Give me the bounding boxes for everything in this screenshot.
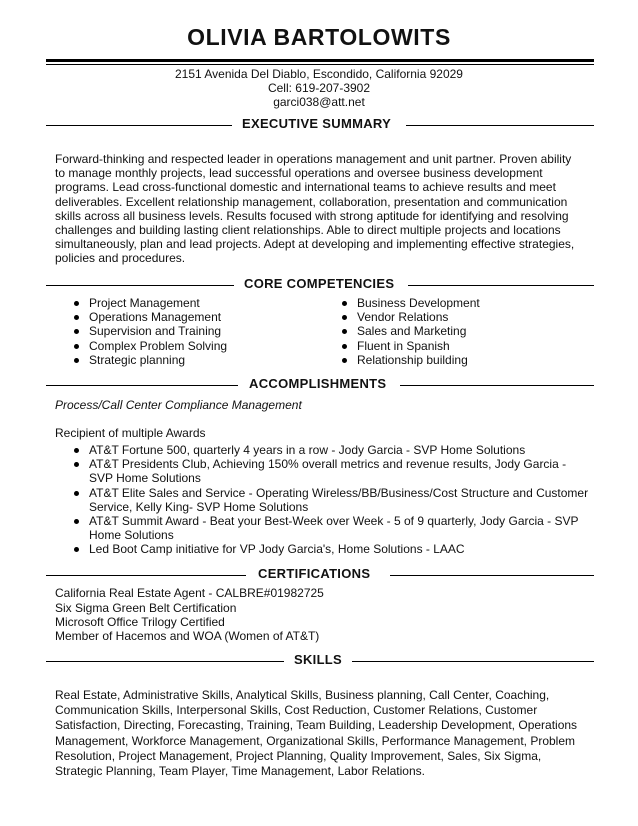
- contact-cell: Cell: 619-207-3902: [267, 81, 371, 95]
- list-item: Vendor Relations: [342, 310, 572, 324]
- heading-rule-left: [46, 285, 234, 286]
- heading-rule-right: [406, 125, 594, 126]
- competencies-right-list: [342, 296, 572, 367]
- accomplishments-heading: [46, 376, 594, 392]
- accomplishments-intro: Recipient of multiple Awards: [55, 426, 206, 440]
- bullet-icon: [74, 315, 79, 320]
- resume-name: OLIVIA BARTOLOWITS: [187, 24, 451, 50]
- bullet-icon: [74, 491, 79, 496]
- heading-rule-left: [46, 661, 284, 662]
- section-title: EXECUTIVE SUMMARY: [242, 116, 392, 131]
- list-item: AT&T Presidents Club, Achieving 150% overall metrics and revenue results, Jody Garcia - SVP Home Solutions: [74, 457, 589, 485]
- skills-paragraph: Real Estate, Administrative Skills, Analytical Skills, Business planning, Call Center, Coaching, Communication Skills, Interpersonal Skills, Cost Reduction, Customer Relations, Customer Satisfaction, Directing, Forecasting, Training, Team Building, Leadership Development, Operations Management, Workforce Management, Organizational Skills, Performance Management, Problem Resolution, Project Management, Project Planning, Quality Improvement, Sales, Six Sigma, Strategic Planning, Team Player, Time Management, Labor Relations.: [55, 688, 578, 779]
- skills-heading: [46, 652, 594, 668]
- summary-paragraph: Forward-thinking and respected leader in operations management and unit partner. Proven ability to manage monthly projects, lead successful operations and oversee business development programs. Lead cross-functional domestic and international teams to achieve results and meet deliverables. Excellent relationship management, collaboration, presentation and communication skills across all business levels. Results focused with strong aptitude for identifying and resolving challenges and building lasting client relationships. Able to direct multiple projects and locations simultaneously, plan and lead projects. Adept at developing and implementing effective strategies, policies and procedures.: [55, 152, 575, 266]
- bullet-icon: [342, 344, 347, 349]
- bullet-icon: [342, 358, 347, 363]
- bullet-icon: [342, 315, 347, 320]
- section-title: SKILLS: [294, 652, 343, 667]
- heading-rule-right: [352, 661, 594, 662]
- bullet-icon: [74, 448, 79, 453]
- heading-rule-left: [46, 575, 246, 576]
- contact-address: 2151 Avenida Del Diablo, Escondido, California 92029: [175, 67, 463, 81]
- section-title: CORE COMPETENCIES: [244, 276, 395, 291]
- heading-rule-right: [400, 385, 594, 386]
- list-item: AT&T Summit Award - Beat your Best-Week over Week - 5 of 9 quarterly, Jody Garcia - SVP Home Solutions: [74, 514, 589, 542]
- accomplishments-list: [74, 443, 589, 557]
- certification-item: Member of Hacemos and WOA (Women of AT&T): [55, 629, 320, 643]
- list-item: Supervision and Training: [74, 324, 304, 338]
- bullet-icon: [74, 462, 79, 467]
- list-item: Sales and Marketing: [342, 324, 572, 338]
- bullet-icon: [74, 358, 79, 363]
- bullet-icon: [74, 329, 79, 334]
- accomplishments-subtitle: Process/Call Center Compliance Management: [55, 398, 302, 412]
- heading-rule-left: [46, 125, 232, 126]
- heading-rule-right: [408, 285, 594, 286]
- list-item: AT&T Fortune 500, quarterly 4 years in a row - Jody Garcia - SVP Home Solutions: [74, 443, 589, 457]
- certifications-heading: [46, 566, 594, 582]
- certification-item: California Real Estate Agent - CALBRE#01982725: [55, 586, 324, 600]
- bullet-icon: [74, 547, 79, 552]
- list-item: Relationship building: [342, 353, 572, 367]
- header-rule-thick: [46, 59, 594, 62]
- list-item: AT&T Elite Sales and Service - Operating Wireless/BB/Business/Cost Structure and Customer Service, Kelly King- SVP Home Solutions: [74, 486, 589, 514]
- competencies-heading: [46, 276, 594, 292]
- certification-item: Six Sigma Green Belt Certification: [55, 601, 237, 615]
- bullet-icon: [74, 519, 79, 524]
- bullet-icon: [74, 301, 79, 306]
- heading-rule-right: [390, 575, 594, 576]
- section-title: ACCOMPLISHMENTS: [249, 376, 387, 391]
- summary-heading: [46, 116, 594, 132]
- list-item: Fluent in Spanish: [342, 339, 572, 353]
- list-item: Project Management: [74, 296, 304, 310]
- heading-rule-left: [46, 385, 238, 386]
- section-title: CERTIFICATIONS: [258, 566, 371, 581]
- list-item: Led Boot Camp initiative for VP Jody Garcia's, Home Solutions - LAAC: [74, 542, 589, 556]
- list-item: Strategic planning: [74, 353, 304, 367]
- list-item: Business Development: [342, 296, 572, 310]
- bullet-icon: [74, 344, 79, 349]
- bullet-icon: [342, 301, 347, 306]
- contact-email: garci038@att.net: [273, 95, 365, 109]
- list-item: Operations Management: [74, 310, 304, 324]
- certification-item: Microsoft Office Trilogy Certified: [55, 615, 225, 629]
- list-item: Complex Problem Solving: [74, 339, 304, 353]
- competencies-left-list: [74, 296, 304, 367]
- header-rule-thin: [46, 64, 594, 65]
- bullet-icon: [342, 329, 347, 334]
